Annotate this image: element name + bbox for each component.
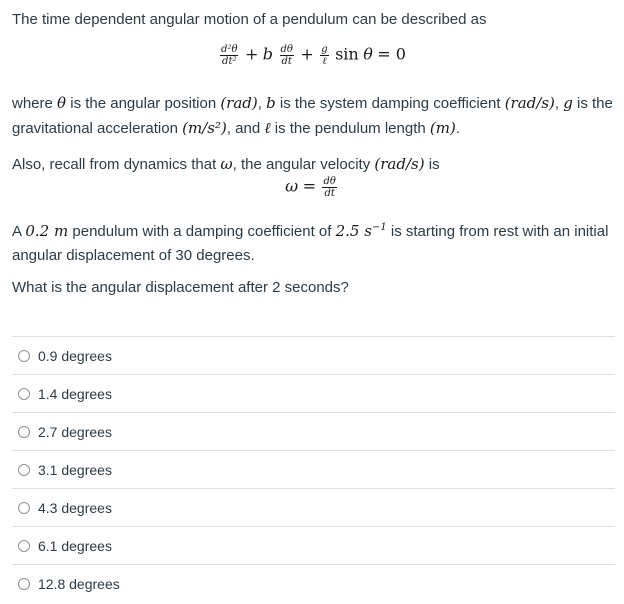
angular-velocity-equation <box>0 176 624 199</box>
choice-label: 4.3 degrees <box>38 499 112 516</box>
plus-sign: + <box>300 44 314 64</box>
second-derivative-fraction <box>220 44 238 67</box>
answer-choice[interactable] <box>12 488 615 526</box>
g-over-l-fraction <box>320 44 328 67</box>
first-derivative-fraction <box>280 44 294 67</box>
radio-icon[interactable] <box>18 388 30 400</box>
answer-choice[interactable] <box>12 412 615 450</box>
equals-zero: = 0 <box>377 44 406 64</box>
unit-rad-per-s: (rad/s) <box>504 94 555 112</box>
text: , <box>554 95 564 112</box>
choice-label: 0.9 degrees <box>38 347 112 364</box>
numerator: g <box>321 44 328 55</box>
unit-rad-per-s: (rad/s) <box>374 155 425 173</box>
denominator: dt <box>324 188 335 199</box>
text: Also, recall from dynamics that <box>12 156 221 173</box>
answer-choice[interactable] <box>12 564 615 602</box>
radio-icon[interactable] <box>18 502 30 514</box>
pendulum-equation <box>0 44 624 67</box>
omega-symbol: ω <box>285 176 299 196</box>
damping-symbol: b <box>262 44 274 64</box>
pendulum-length-value: 0.2 m <box>25 222 69 240</box>
denominator: dt <box>281 56 292 67</box>
denominator: dt² <box>222 56 237 67</box>
answer-choice[interactable] <box>12 336 615 374</box>
answer-choice[interactable] <box>12 450 615 488</box>
denominator: ℓ <box>322 56 327 67</box>
variable-definitions <box>12 91 618 141</box>
derivative-fraction <box>322 176 336 199</box>
text: , <box>257 95 267 112</box>
text: , and <box>226 120 265 137</box>
numerator: dθ <box>280 44 293 55</box>
unit-rad: (rad) <box>220 94 258 112</box>
question-text: What is the angular displacement after 2 seconds? <box>12 279 349 296</box>
text: is starting from rest with an initial angular displacement of 30 degrees. <box>12 223 609 264</box>
choice-label: 2.7 degrees <box>38 423 112 440</box>
text: is the pendulum length <box>270 120 430 137</box>
sin-function: sin <box>335 44 359 64</box>
numerator: d²θ <box>221 44 238 55</box>
length-symbol: ℓ <box>264 119 271 137</box>
numerator: dθ <box>323 176 336 187</box>
damping-value: 2.5 s <box>335 222 372 240</box>
choice-label: 3.1 degrees <box>38 461 112 478</box>
text: is the system damping coefficient <box>275 95 505 112</box>
problem-statement <box>12 216 618 268</box>
radio-icon[interactable] <box>18 540 30 552</box>
unit-m: (m) <box>429 119 456 137</box>
theta-symbol: θ <box>363 44 373 64</box>
text: is <box>424 156 440 173</box>
gravity-symbol: g <box>563 94 573 112</box>
choice-label: 6.1 degrees <box>38 537 112 554</box>
text: A <box>12 223 26 240</box>
omega-symbol: ω <box>220 155 233 173</box>
text: pendulum with a damping coefficient of <box>68 223 336 240</box>
answer-choice[interactable] <box>12 526 615 564</box>
answer-choices <box>12 336 615 602</box>
radio-icon[interactable] <box>18 464 30 476</box>
theta-symbol: θ <box>57 94 67 112</box>
unit-m-per-s2: (m/s²) <box>182 119 227 137</box>
intro-text: The time dependent angular motion of a pendulum can be described as <box>12 11 487 28</box>
text: is the gravitational acceleration <box>12 95 613 137</box>
radio-icon[interactable] <box>18 426 30 438</box>
damping-symbol: b <box>266 94 276 112</box>
radio-icon[interactable] <box>18 578 30 590</box>
answer-choice[interactable] <box>12 374 615 412</box>
exponent: −1 <box>371 222 387 233</box>
text: . <box>455 120 460 137</box>
recall-text <box>12 152 618 177</box>
text: where <box>12 95 58 112</box>
equals-sign: = <box>302 176 317 196</box>
text: , the angular velocity <box>232 156 375 173</box>
choice-label: 12.8 degrees <box>38 575 120 592</box>
radio-icon[interactable] <box>18 350 30 362</box>
text: is the angular position <box>66 95 221 112</box>
plus-sign: + <box>244 44 259 64</box>
choice-label: 1.4 degrees <box>38 385 112 402</box>
